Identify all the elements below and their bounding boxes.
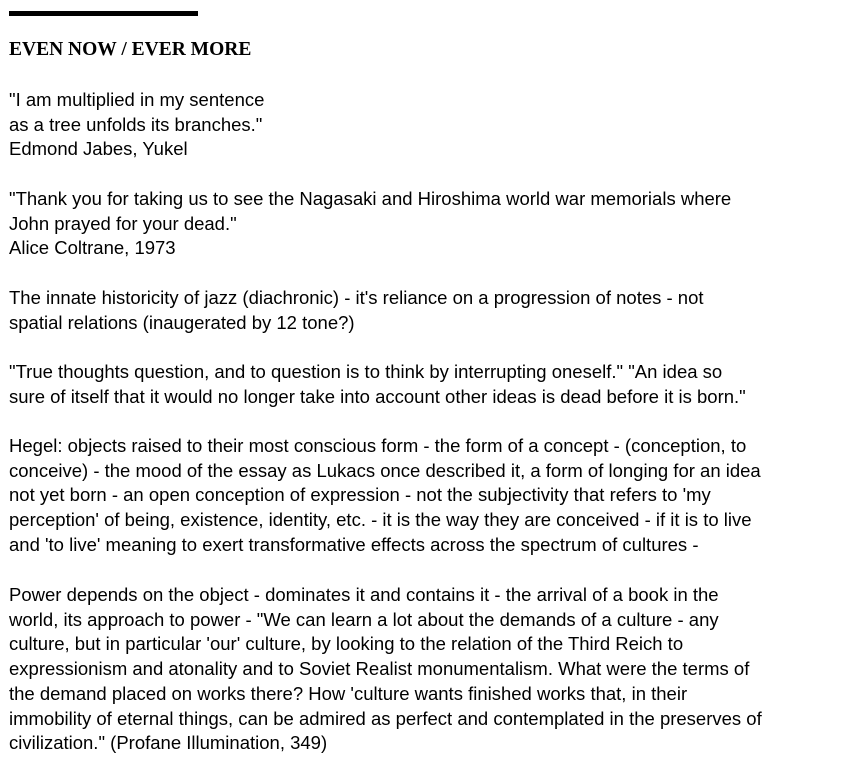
horizontal-rule: [9, 11, 198, 16]
text-line: not yet born - an open conception of expression - not the subjectivity that refers to 'my: [9, 484, 711, 506]
text-line: Power depends on the object - dominates it and contains it - the arrival of a book in the: [9, 584, 719, 605]
text-line: and 'to live' meaning to exert transformative effects across the spectrum of cultures -: [9, 533, 699, 555]
text-line: conceive) - the mood of the essay as Lukacs once described it, a form of longing for an idea: [9, 459, 761, 481]
text-line: sure of itself that it would no longer take into account other ideas is dead before it is born.": [9, 385, 746, 407]
text-line: "Thank you for taking us to see the Nagasaki and Hiroshima world war memorials where: [9, 188, 732, 209]
text-line: civilization." (Profane Illumination, 349): [9, 732, 328, 754]
text-line: culture, but in particular 'our' culture, by looking to the relation of the Third Reich to: [9, 633, 684, 655]
text-line: Hegel: objects raised to their most conscious form - the form of a concept - (conception, to: [9, 435, 747, 456]
text-line: immobility of eternal things, can be admired as perfect and contemplated in the preserves of: [9, 707, 762, 729]
text-line: spatial relations (inaugerated by 12 tone?): [9, 311, 355, 333]
text-line: the demand placed on works there? How 'culture wants finished works that, in their: [9, 682, 688, 704]
page-title: EVEN NOW / EVER MORE: [9, 39, 252, 60]
text-line: "I am multiplied in my sentence: [9, 89, 265, 110]
text-line: The innate historicity of jazz (diachronic) - it's reliance on a progression of notes - not: [9, 287, 704, 308]
text-line: world, its approach to power - "We can learn a lot about the demands of a culture - any: [9, 608, 719, 630]
paragraph-thoughts: [9, 360, 849, 409]
text-line: as a tree unfolds its branches.": [9, 113, 263, 135]
attribution: Edmond Jabes, Yukel: [9, 138, 188, 160]
epigraph-jabes: [9, 88, 849, 162]
text-line: perception' of being, existence, identity, etc. - it is the way they are conceived - if it is to live: [9, 509, 752, 531]
text-line: expressionism and atonality and to Soviet Realist monumentalism. What were the terms of: [9, 658, 750, 680]
epigraph-coltrane: [9, 187, 849, 261]
paragraph-power: [9, 583, 849, 756]
paragraph-jazz: [9, 286, 849, 335]
paragraph-hegel: [9, 434, 849, 558]
attribution: Alice Coltrane, 1973: [9, 237, 176, 259]
text-line: John prayed for your dead.": [9, 212, 237, 234]
text-line: "True thoughts question, and to question is to think by interrupting oneself." "An idea so: [9, 361, 723, 382]
